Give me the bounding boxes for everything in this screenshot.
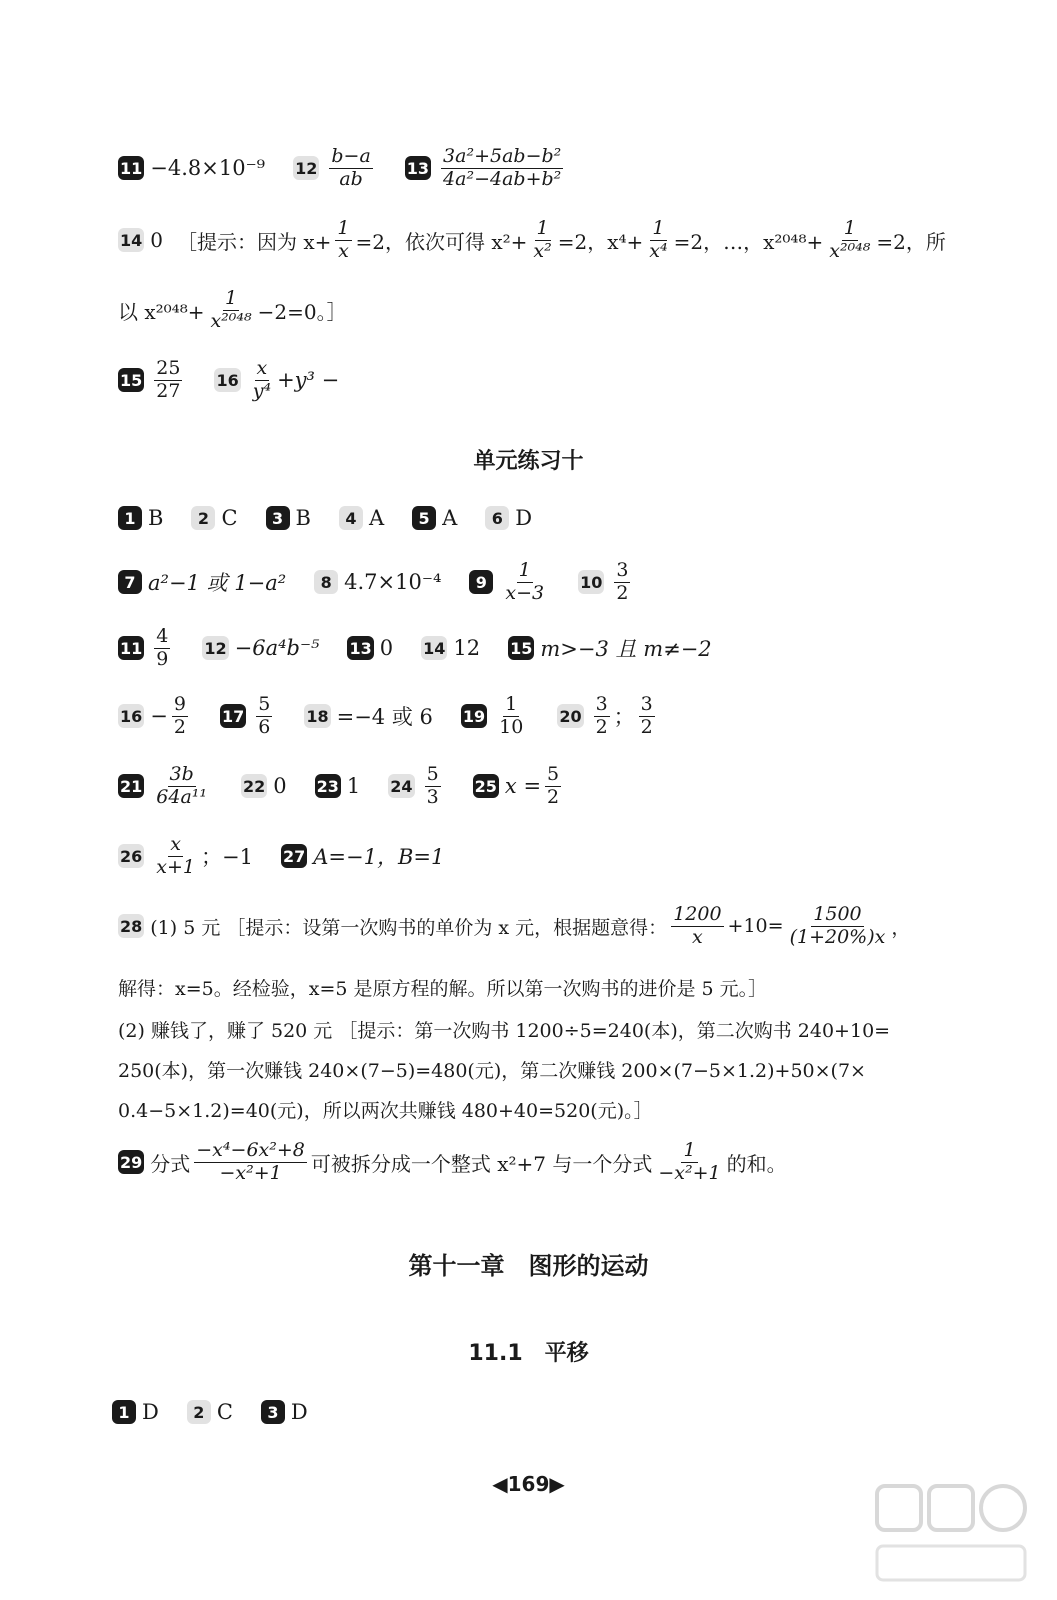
answer-item: [266, 506, 311, 530]
fraction: $\frac{5}{2}$: [547, 763, 560, 808]
answer-row-chapter: [112, 1400, 336, 1424]
question-number: 6: [485, 506, 509, 530]
hint-text: =2，所: [876, 229, 946, 254]
question-number: 12: [202, 636, 228, 660]
fraction: $\frac{1}{\text{x²⁰⁴⁸}}$: [829, 217, 871, 262]
question-number: 25: [473, 774, 499, 798]
answer-item: [191, 506, 237, 530]
answer-28-line5: 0.4−5×1.2)=40(元)，所以两次共赚钱 480+40=520(元)。］: [118, 1100, 653, 1122]
hint-text: −2=0。］: [257, 299, 347, 324]
question-number: 24: [388, 774, 414, 798]
answer-text: −4.8×10⁻⁹: [150, 156, 266, 181]
answer-item: [261, 1400, 308, 1424]
answer-text: B: [148, 506, 164, 530]
page-number: ◀169▶: [492, 1472, 565, 1496]
answer-text: +y³ −: [277, 368, 340, 393]
answer-text: C: [221, 506, 238, 530]
answer-28-line4: 250(本)，第一次赚钱 240×(7−5)=480(元)，第二次赚钱 200×(7−5×1.2)+50×(7×: [118, 1060, 866, 1082]
answer-text: ；−1: [201, 845, 253, 870]
answer-text: x =: [504, 774, 542, 799]
hint-text: =2，…，x²⁰⁴⁸+: [673, 229, 824, 254]
answer-text: 0: [150, 228, 163, 253]
hint-text: 以 x²⁰⁴⁸+: [118, 299, 205, 324]
question-number: 2: [191, 506, 215, 530]
question-number: 16: [118, 704, 144, 728]
question-number: 11: [118, 636, 144, 660]
question-number: 22: [241, 774, 267, 798]
answer-item: [485, 506, 532, 530]
question-number: 15: [118, 368, 144, 392]
question-number: 14: [118, 228, 144, 252]
question-number: 28: [118, 914, 144, 938]
question-number: 5: [412, 506, 436, 530]
answer-row-11-15: [118, 626, 740, 671]
answer-text: D: [142, 1400, 159, 1424]
question-number: 13: [405, 156, 431, 180]
answer-row-16-20: [118, 694, 687, 739]
question-number: 9: [469, 570, 493, 594]
question-number: 19: [461, 704, 487, 728]
chapter-title: 第十一章 图形的运动: [408, 1252, 649, 1280]
question-number: 26: [118, 844, 144, 868]
answer-row-7-10: [118, 560, 662, 605]
fraction: $\frac{1}{\text{x²⁰⁴⁸}}$: [210, 287, 252, 332]
answer-row-15-16: [118, 358, 367, 403]
question-number: 1: [118, 506, 142, 530]
watermark-logo-icon: [871, 1480, 1031, 1590]
separator: ；: [613, 705, 635, 730]
fraction: $\frac{1}{x}$: [337, 217, 350, 262]
question-number: 17: [220, 704, 246, 728]
answer-item: [112, 1400, 159, 1424]
answer-text: 的和。: [726, 1151, 787, 1176]
question-number: 15: [508, 636, 534, 660]
fraction: $\frac{25}{27}$: [156, 357, 181, 402]
hint-text: ［提示：因为 x+: [177, 229, 332, 254]
question-number: 7: [118, 570, 142, 594]
question-number: 12: [293, 156, 319, 180]
fraction: $\frac{5}{3}$: [426, 763, 439, 808]
question-number: 16: [214, 368, 240, 392]
hint-text: =2，依次可得 x²+: [355, 229, 528, 254]
fraction: $\frac{\text{3a²+5ab−b²}}{\text{4a²−4ab+b²}}$: [443, 145, 562, 190]
fraction: $\frac{x}{x+1}$: [156, 833, 195, 878]
question-number: 10: [578, 570, 604, 594]
fraction: $\frac{\text{−x⁴−6x²+8}}{\text{−x²+1}}$: [196, 1139, 305, 1184]
question-number: 27: [281, 844, 307, 868]
question-number: 13: [347, 636, 373, 660]
answer-text: A: [442, 506, 458, 530]
fraction: $\frac{3}{2}$: [616, 559, 629, 604]
question-number: 4: [339, 506, 363, 530]
hint-text: +10=: [727, 915, 784, 938]
question-number: 2: [187, 1400, 211, 1424]
question-number: 1: [112, 1400, 136, 1424]
answer-text: C: [216, 1400, 233, 1424]
answer-text: A=−1，B=1: [313, 845, 445, 870]
answer-row-11-13: [118, 146, 595, 191]
fraction: $\frac{1}{x-3}$: [505, 559, 545, 604]
hint-text: (1) 5 元 ［提示：设第一次购书的单价为 x 元，根据题意得：: [150, 916, 668, 939]
question-number: 11: [118, 156, 144, 180]
answer-row-21-25: [118, 764, 593, 809]
fraction: $\frac{1}{\text{x⁴}}$: [649, 217, 668, 262]
question-number: 23: [315, 774, 341, 798]
question-number: 21: [118, 774, 144, 798]
answer-text: 1: [346, 774, 361, 799]
answer-text: 可被拆分成一个整式 x²+7 与一个分式: [310, 1151, 653, 1176]
fraction: $\frac{b-a}{ab}$: [331, 145, 371, 190]
answer-text: 分式: [150, 1151, 191, 1176]
answer-text: 0: [379, 636, 394, 661]
answer-text: D: [290, 1400, 308, 1424]
question-number: 20: [557, 704, 583, 728]
question-number: 18: [304, 704, 330, 728]
hint-text: =2，x⁴+: [557, 229, 644, 254]
fraction: $\frac{3}{2}$: [595, 693, 608, 738]
fraction: $\frac{1}{10}$: [499, 693, 524, 738]
answer-28-line2: 解得：x=5。经检验，x=5 是原方程的解。所以第一次购书的进价是 5 元。］: [118, 978, 768, 1000]
section-title: 单元练习十: [473, 449, 584, 474]
answer-text: 12: [453, 636, 481, 661]
answer-text: D: [515, 506, 533, 530]
question-number: 3: [266, 506, 290, 530]
answer-text: =−4 或 6: [336, 705, 433, 730]
answer-text: 4.7×10⁻⁴: [344, 570, 442, 595]
question-number: 3: [261, 1400, 285, 1424]
answer-text: B: [295, 506, 311, 530]
answer-item: [412, 506, 457, 530]
answer-row-26-27: [118, 834, 472, 879]
answer-row-29: [118, 1140, 787, 1185]
answer-row-14-cont: [118, 288, 347, 333]
answer-row-14: [118, 218, 946, 263]
question-number: 29: [118, 1150, 144, 1174]
fraction: $\frac{1}{\text{−x²+1}}$: [658, 1139, 721, 1184]
answer-item: [187, 1400, 233, 1424]
answer-row-1-6: [118, 506, 560, 530]
answer-sign: −: [150, 704, 168, 729]
fraction: $\frac{x}{\text{y⁴}}$: [252, 357, 272, 402]
hint-text: ，: [891, 916, 911, 939]
fraction: $\frac{9}{2}$: [173, 693, 186, 738]
question-number: 8: [314, 570, 338, 594]
answer-text: m>−3 且 m≠−2: [540, 637, 712, 662]
answer-item: [339, 506, 384, 530]
answer-text: a²−1 或 1−a²: [148, 571, 287, 596]
section-title: 11.1 平移: [468, 1341, 589, 1366]
fraction: $\frac{3b}{\text{64a¹¹}}$: [156, 763, 208, 808]
answer-text: A: [368, 506, 385, 530]
answer-row-28: [118, 904, 910, 949]
fraction: $\frac{4}{9}$: [156, 625, 169, 670]
fraction: $\frac{1500}{(1+20\%)x}$: [789, 903, 886, 948]
fraction: $\frac{1}{\text{x²}}$: [533, 217, 552, 262]
answer-text: −6a⁴b⁻⁵: [234, 636, 320, 661]
answer-28-line3: (2) 赚钱了，赚了 520 元 ［提示：第一次购书 1200÷5=240(本)，第二次购书 240+10=: [118, 1020, 891, 1042]
fraction: $\frac{1200}{x}$: [673, 903, 722, 948]
answer-item: [118, 506, 163, 530]
fraction: $\frac{5}{6}$: [258, 693, 271, 738]
question-number: 14: [421, 636, 447, 660]
answer-text: 0: [273, 774, 287, 799]
fraction: $\frac{3}{2}$: [640, 693, 653, 738]
